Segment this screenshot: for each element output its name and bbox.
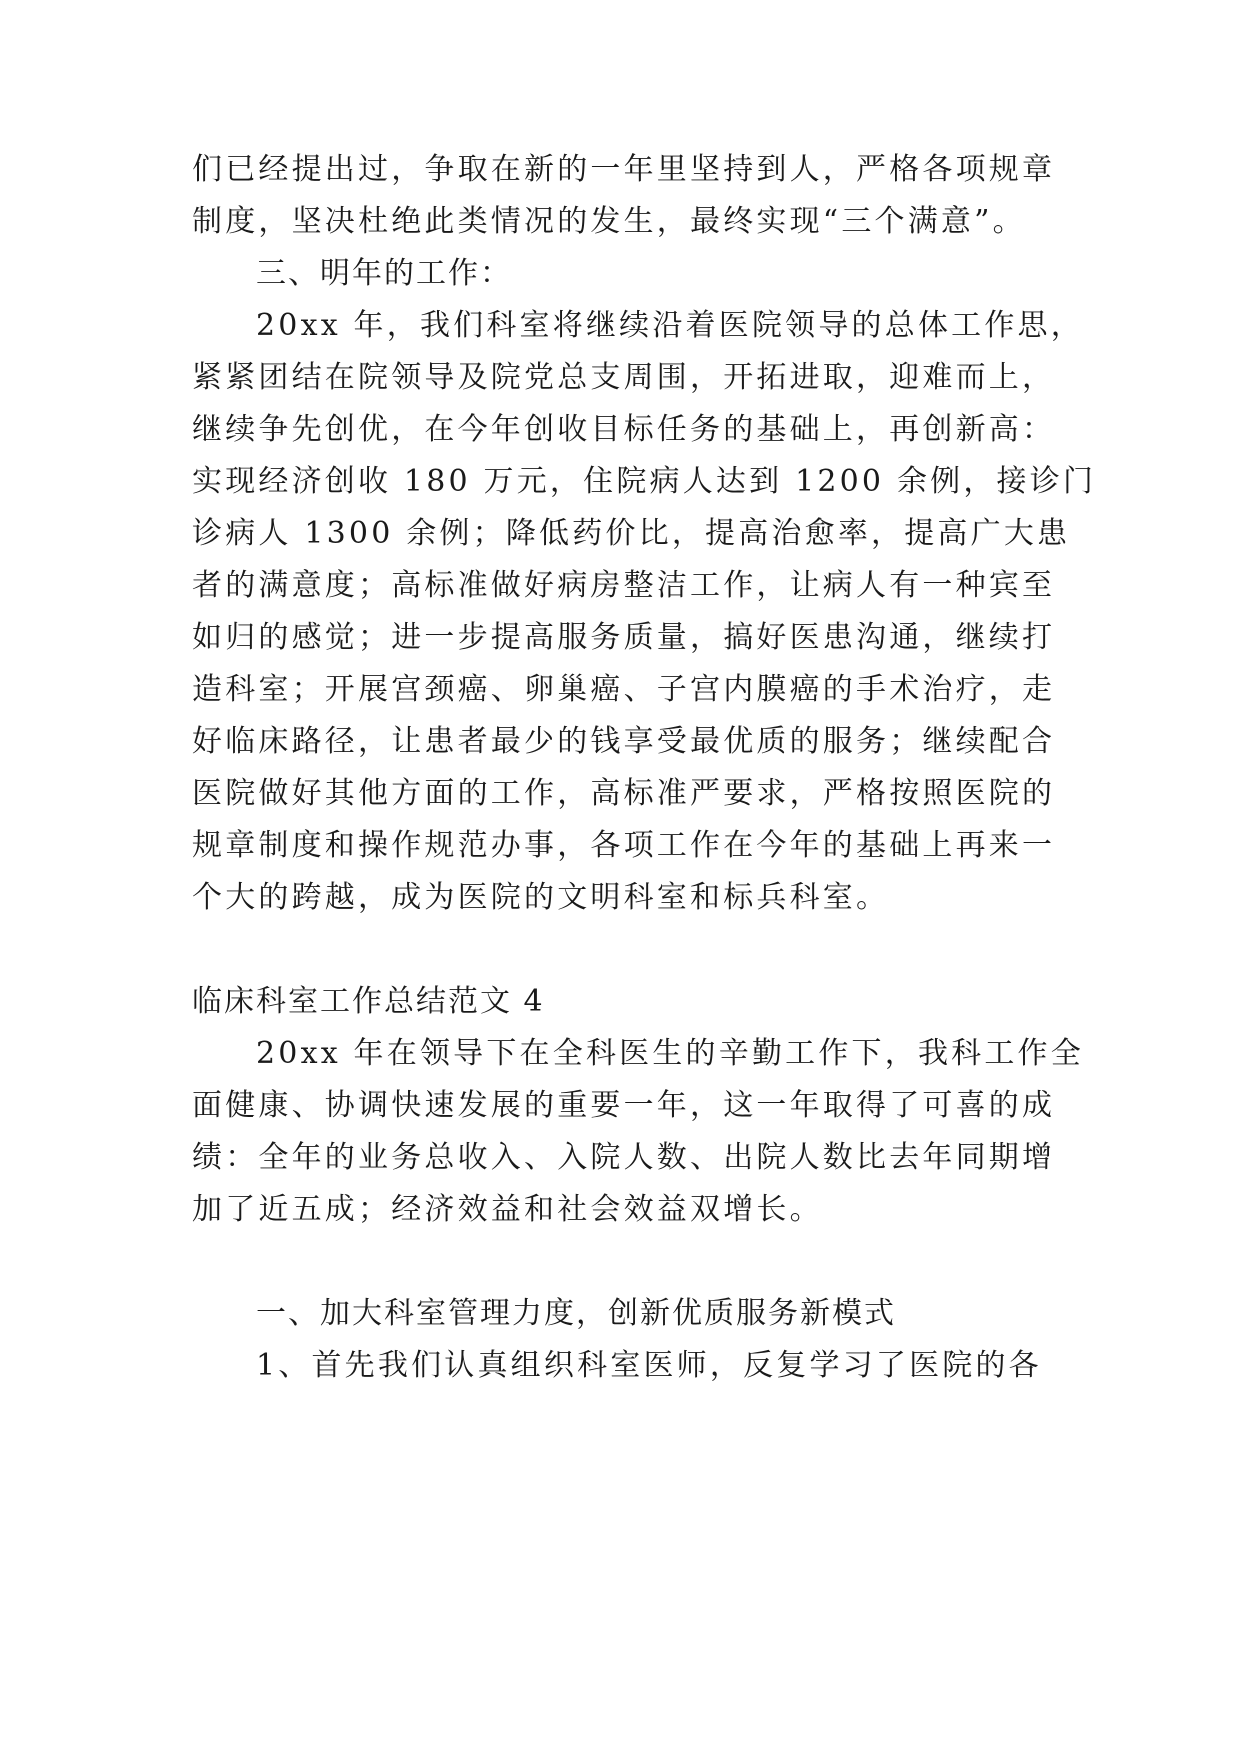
body-text-line: 实现经济创收 180 万元，住院病人达到 1200 余例，接诊门 [192,464,1097,499]
body-text-line: 如归的感觉；进一步提高服务质量，搞好医患沟通，继续打 [192,620,1056,655]
section-heading: 一、加大科室管理力度，创新优质服务新模式 [256,1296,896,1331]
body-text-line: 加了近五成；经济效益和社会效益双增长。 [192,1192,823,1227]
body-text-line: 规章制度和操作规范办事，各项工作在今年的基础上再来一 [192,828,1056,863]
body-text-line: 绩：全年的业务总收入、入院人数、出院人数比去年同期增 [192,1140,1056,1175]
body-text-line: 好临床路径，让患者最少的钱享受最优质的服务；继续配合 [192,724,1056,759]
body-text-line: 继续争先创优，在今年创收目标任务的基础上，再创新高： [192,412,1056,447]
body-text-line: 医院做好其他方面的工作，高标准严要求，严格按照医院的 [192,776,1056,811]
body-text-line: 紧紧团结在院领导及院党总支周围，开拓进取，迎难而上， [192,360,1056,395]
body-text-line: 诊病人 1300 余例；降低药价比，提高治愈率，提高广大患 [192,516,1071,551]
body-text-line: 们已经提出过，争取在新的一年里坚持到人，严格各项规章 [192,152,1056,187]
body-text-line: 1、首先我们认真组织科室医师，反复学习了医院的各 [256,1348,1042,1383]
body-text-line: 20xx 年在领导下在全科医生的辛勤工作下，我科工作全 [256,1036,1084,1071]
body-text-line: 制度，坚决杜绝此类情况的发生，最终实现“三个满意”。 [192,204,1026,239]
body-text-line: 20xx 年，我们科室将继续沿着医院领导的总体工作思， [256,308,1084,343]
body-text-line: 个大的跨越，成为医院的文明科室和标兵科室。 [192,880,890,915]
body-text-line: 面健康、协调快速发展的重要一年，这一年取得了可喜的成 [192,1088,1056,1123]
section-heading: 三、明年的工作： [256,256,512,291]
body-text-line: 者的满意度；高标准做好病房整洁工作，让病人有一种宾至 [192,568,1056,603]
body-text-line: 造科室；开展宫颈癌、卵巢癌、子宫内膜癌的手术治疗，走 [192,672,1056,707]
document-title: 临床科室工作总结范文 4 [192,984,545,1019]
